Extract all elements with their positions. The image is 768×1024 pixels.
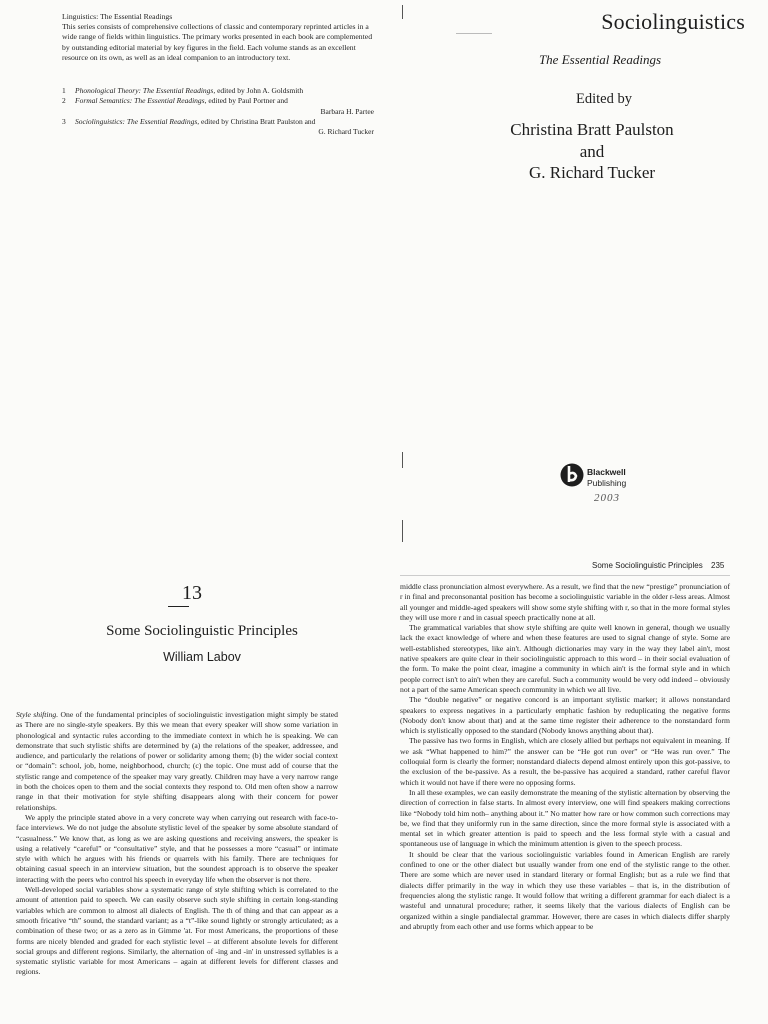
volume-item: 3 Sociolinguistics: The Essential Readings, edited by Christina Bratt Paulston and G. Richard Tucker: [62, 116, 374, 137]
book-title: Sociolinguistics: [601, 9, 745, 34]
title-page: [384, 0, 768, 545]
page-edge-mark: [402, 5, 403, 19]
paragraph: The passive has two forms in English, which are closely allied but perhaps not equivalent in meaning. If we ask “What happened to him?” the answer can be “He got run over” or “He was run over.” The colloquial form is clearly the former; nonstandard dialects depend almost entirely upon this got-passive, to the exclusion of the be-passive. As a result, the be-passive has acquired a standard, rather careful flavor which it would not have if there were no opposing forms.: [400, 736, 730, 787]
paragraph: The grammatical variables that show style shifting are quite well known in general, though we usually lack the exact knowledge of where and when these features are used to signal change of style. Some are well-established stereotypes, like ain't. Although dictionaries may vary in the way they label ain't, most native speakers are quite clear in their sociolinguistic approach to this word – in their social evaluation of the form. To make the point clear, imagine a community in which ain't is the formal style and in which people correct isn't to ain't when they are careful. Such a community would be very odd indeed – obviously not a part of the same American speech community in which we all live.: [400, 623, 730, 694]
chapter-body: [16, 710, 338, 978]
series-page: [0, 0, 384, 545]
paragraph: It should be clear that the various sociolinguistic variables found in American English are rarely confined to one or the other dialect but usually wander from one end of the stylistic range to the other. There are some which are never used in standard literary or formal English; but as a rule we find that dialects differ primarily in the way in which they use these variables – that is, in the distribution of frequencies along the stylistic range. It would follow that writing a different grammar for each dialect is a wasteful and unnatural procedure; rather, it seems likely that the various dialects of English can be organized within a single pandialectal grammar. However, there are cases in which dialects differ sharply and abruptly from each other and use forms which appear to be: [400, 849, 730, 931]
chapter-title: Some Sociolinguistic Principles: [106, 623, 298, 639]
series-title: Linguistics: The Essential Readings: [62, 12, 173, 21]
paragraph: The “double negative” or negative concord is an important stylistic marker; it allows nonstandard speakers to express negatives in a particularly emphatic fashion by reduplicating the negative forms (Nobody don't know about that) and at the same time register their adherence to the nonstandard form which is stylistically opposed to the standard (Nobody knows anything about that).: [400, 695, 730, 736]
edited-by-label: Edited by: [576, 91, 632, 107]
chapter-rule: [168, 606, 189, 607]
chapter-page: [0, 545, 384, 1024]
paragraph: We apply the principle stated above in a very concrete way when carrying out research with face-to-face interviews. We do not judge the absolute stylistic level of the speaker by some absolute standard of “casualness.” We know that, as long as we are asking questions and receiving answers, the speaker is using a relatively “careful” or “consultative” style, and that he possesses a more “casual” or intimate style with which he argues with his friends or quarrels with his family. There are techniques for obtaining casual speech in an interview situation, but the soundest approach is to observe the speaker interacting with the peers who control his speech in everyday life when the observer is not there.: [16, 812, 338, 884]
publisher-name-line2: Publishing: [587, 478, 627, 488]
chapter-number: 13: [182, 582, 202, 604]
volume-list: [62, 86, 374, 137]
text-page: [384, 545, 768, 1024]
paragraph: In all these examples, we can easily demonstrate the meaning of the stylistic alternation by observing the direction of correction in false starts. In almost every interview, one will find speakers making corrections like “Nobody told him noth– anything about it.” No matter how rare or how common such corrections may be, we find that they uniformly run in the same direction, since the more formal style is associated with a mental set in which greater attention is paid to speech and the less formal style with a casual and spontaneous use of language in which the minimum attention is given to the speech process.: [400, 787, 730, 849]
volume-item: 2 Formal Semantics: The Essential Readings, edited by Paul Portner and Barbara H. Partee: [62, 96, 374, 116]
paragraph: middle class pronunciation almost everywhere. As a result, we find that the new “prestige” pronunciation of r in final and preconsonantal position has become a sociolinguistic variable in the older r-less areas. Almost all younger and middle-aged speakers will show some style shifting with r, so that in the more formal styles they will use more r and in casual speech practically none at all.: [400, 582, 730, 622]
running-head: Some Sociolinguistic Principles: [592, 561, 703, 570]
chapter-author: William Labov: [163, 650, 241, 664]
handwritten-note: 2003: [594, 492, 620, 504]
series-description: This series consists of comprehensive collections of classic and contemporary reprinted articles in a wide range of fields within linguistics. The primary works presented in each book are complemented by outstanding editorial material by key figures in the field. Each volume stands as an excellent resource on its own, as well as an ideal companion to an introductory text.: [62, 22, 373, 62]
page-edge-mark: [402, 452, 403, 468]
publisher-logo-icon: [560, 462, 584, 488]
editor-name: G. Richard Tucker: [528, 163, 656, 182]
paragraph: Well-developed social variables show a systematic range of style shifting which is correlated to the amount of attention paid to speech. We can easily observe such style shifting in certain long-standing variables which are common to almost all dialects of English. The th of thing and that can appear as a smooth fricative “th” sound, the standard variant; as a “t”-like sound lightly or strongly articulated; as a combination of these two; or as a zero as in Gimme 'at. For most Americans, the proportions of these forms are nicely blended and graded for each stylistic level – at different absolute levels for different social groups and different regions. Similarly, the alternation of -ing and -in' in unstressed syllables is a systematic stylistic variable for most Americans – again at different levels for different classes and regions.: [16, 885, 338, 977]
page-number: 235: [711, 561, 725, 570]
divider: [456, 33, 492, 34]
header-rule: [400, 575, 730, 576]
editor-conjunction: and: [579, 142, 605, 161]
volume-item: 1 Phonological Theory: The Essential Readings, edited by John A. Goldsmith: [62, 86, 304, 95]
paragraph: Style shifting. One of the fundamental principles of sociolinguistic investigation might simply be stated as There are no single-style speakers. By this we mean that every speaker will show some variation in phonological and syntactic rules according to the immediate context in which he is speaking. We can demonstrate that such stylistic shifts are determined by (a) the relations of the speaker, addressee, and audience, and particularly the relations of power or solidarity among them; (b) the wider social context or “domain”: school, job, home, neighborhood, church; (c) the topic. One must add of course that the stylistic range and competence of the speaker may vary greatly. Children may have a very narrow range in both the choices open to them and the social contexts they respond to. Old men often show a narrow range in that their motivation for style shifting disappears along with their concern for power relationships.: [16, 710, 338, 812]
publisher-name: Blackwell: [587, 467, 626, 477]
page-edge-mark: [402, 520, 403, 542]
series-info: [62, 12, 374, 63]
page-body: [400, 582, 730, 932]
editor-name: Christina Bratt Paulston: [510, 120, 674, 139]
book-subtitle: The Essential Readings: [538, 52, 661, 67]
